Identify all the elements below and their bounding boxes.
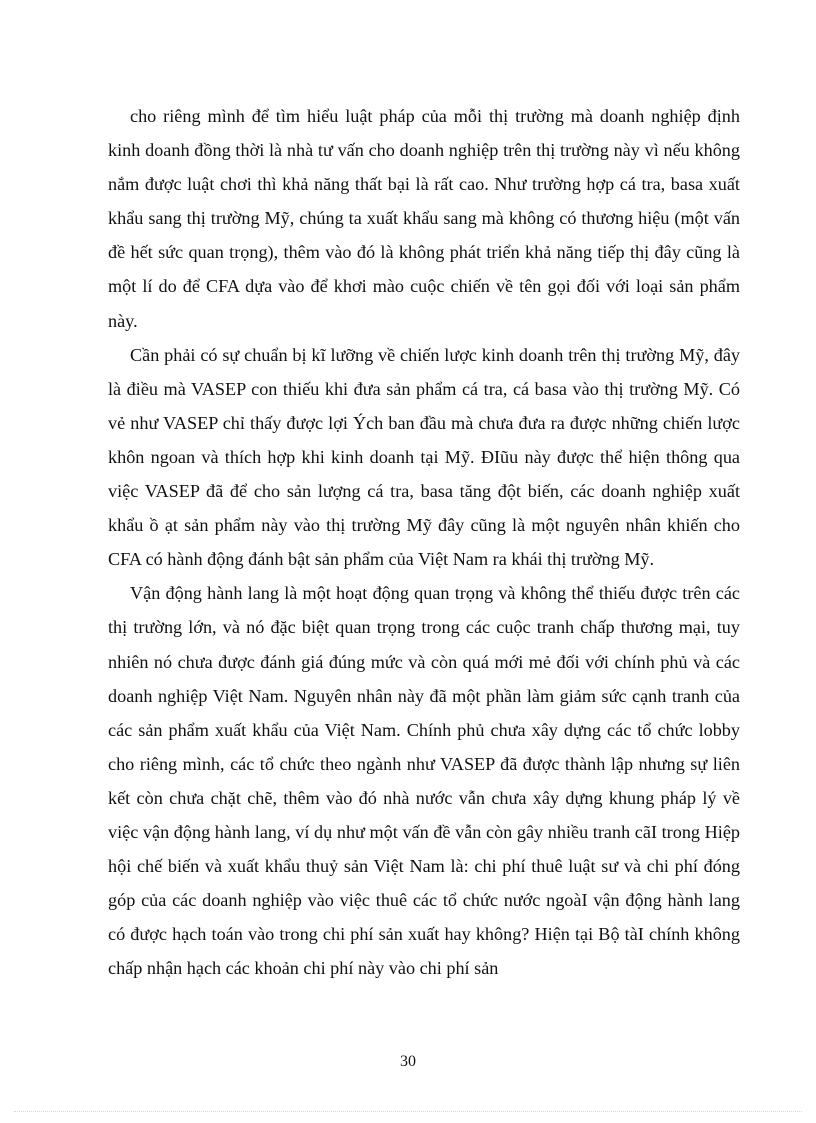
- body-text: [108, 99, 740, 985]
- paragraph-2: Cần phải có sự chuẩn bị kĩ lưỡng về chiến lược kinh doanh trên thị trường Mỹ, đây là điều mà VASEP con thiếu khi đưa sản phẩm cá tra, cá basa vào thị trường Mỹ. Có vẻ như VASEP chỉ thấy được lợi Ých ban đầu mà chưa đưa ra được những chiến lược khôn ngoan và thích hợp khi kinh doanh tại Mỹ. ĐIũu này được thể hiện thông qua việc VASEP đã để cho sản lượng cá tra, basa tăng đột biến, các doanh nghiệp xuất khẩu ồ ạt sản phẩm này vào thị trường Mỹ đây cũng là một nguyên nhân khiến cho CFA có hành động đánh bật sản phẩm của Việt Nam ra khái thị trường Mỹ.: [108, 344, 740, 570]
- page-number: 30: [400, 1053, 416, 1070]
- paragraph-3: Vận động hành lang là một hoạt động quan trọng và không thể thiếu được trên các thị trường lớn, và nó đặc biệt quan trọng trong các cuộc tranh chấp thương mại, tuy nhiên nó chưa được đánh giá đúng mức và còn quá mới mẻ đối với chính phủ và các doanh nghiệp Việt Nam. Nguyên nhân này đã một phần làm giảm sức cạnh tranh của các sản phẩm xuất khẩu của Việt Nam. Chính phủ chưa xây dựng các tổ chức lobby cho riêng mình, các tổ chức theo ngành như VASEP đã được thành lập nhưng sự liên kết còn chưa chặt chẽ, thêm vào đó nhà nước vẫn chưa xây dựng khung pháp lý về việc vận động hành lang, ví dụ như một vấn đề vẫn còn gây nhiều tranh cãI trong Hiệp hội chế biến và xuất khẩu thuỷ sản Việt Nam là: chi phí thuê luật sư và chi phí đóng góp của các doanh nghiệp vào việc thuê các tổ chức nước ngoàI vận động hành lang có được hạch toán vào trong chi phí sản xuất hay không? Hiện tại Bộ tàI chính không chấp nhận hạch các khoản chi phí này vào chi phí sản: [108, 583, 740, 979]
- paragraph-1: cho riêng mình để tìm hiểu luật pháp của mỗi thị trường mà doanh nghiệp định kinh doanh đồng thời là nhà tư vấn cho doanh nghiệp trên thị trường này vì nếu không nắm được luật chơi thì khả năng thất bại là rất cao. Như trường hợp cá tra, basa xuất khẩu sang thị trường Mỹ, chúng ta xuất khẩu sang mà không có thương hiệu (một vấn đề hết sức quan trọng), thêm vào đó là không phát triển khả năng tiếp thị đây cũng là một lí do để CFA dựa vào để khơi mào cuộc chiến về tên gọi đối với loại sản phẩm này.: [108, 106, 740, 331]
- page-bottom-divider: [14, 1111, 802, 1112]
